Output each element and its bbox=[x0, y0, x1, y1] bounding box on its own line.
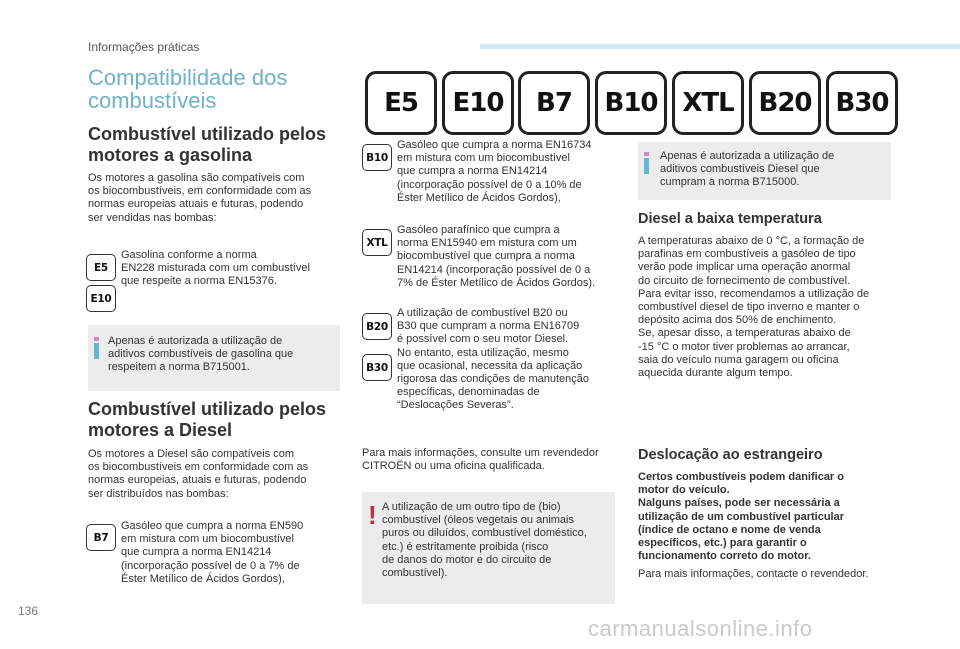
fuel-badge-b20: B20 bbox=[749, 71, 821, 135]
abroad-bold-text: Certos combustíveis podem danificar o motor do veículo. Nalguns países, pode ser necessária a utilização de um combustível particular (índice de octano e nome de venda específicos, etc.) para garantir o funcionamento correto do motor. bbox=[638, 471, 844, 563]
gasoline-note-text: Apenas é autorizada a utilização de aditivos combustíveis de gasolina que respeitem a norma B715001. bbox=[108, 335, 294, 374]
fuel-badge-b10: B10 bbox=[595, 71, 667, 135]
info-icon bbox=[94, 337, 99, 359]
badge-e10: E10 bbox=[86, 285, 116, 312]
header-bar bbox=[480, 44, 960, 49]
abroad-text: Para mais informações, contacte o revendedor. bbox=[638, 568, 869, 580]
badge-b30: B30 bbox=[362, 354, 392, 381]
fuel-badge-b30: B30 bbox=[826, 71, 898, 135]
diesel-b20-b30-text: A utilização de combustível B20 ou B30 que cumpram a norma EN16709 é possível com o seu motor Diesel. No entanto, esta utilização, mesmo que ocasional, necessita da aplicação rigorosa das condições de manutenção específicas, denominadas de “Deslocações Severas”. bbox=[397, 307, 590, 412]
badge-b10: B10 bbox=[362, 144, 392, 171]
gasoline-intro: Os motores a gasolina são compatíveis com os biocombustíveis, em conformidade com as normas europeias atuais e futuras, podendo ser vendidas nas bombas: bbox=[88, 172, 312, 224]
low-temp-heading: Diesel a baixa temperatura bbox=[638, 211, 822, 227]
warning-icon: ! bbox=[368, 500, 377, 530]
badge-e5: E5 bbox=[86, 254, 116, 281]
diesel-xtl-text: Gasóleo parafínico que cumpra a norma EN15940 em mistura com um biocombustível que cumpra a norma EN14214 (incorporação possível de 0 a 7% de Éster Metílico de Ácidos Gordos). bbox=[397, 224, 596, 289]
diesel-additive-note-text: Apenas é autorizada a utilização de aditivos combustíveis Diesel que cumpram a norma B715000. bbox=[660, 150, 835, 189]
badge-b7: B7 bbox=[86, 524, 116, 551]
gasoline-heading: Combustível utilizado pelos motores a gasolina bbox=[88, 124, 327, 165]
fuel-badge-e10: E10 bbox=[442, 71, 514, 135]
badge-b20: B20 bbox=[362, 313, 392, 340]
page-number: 136 bbox=[18, 604, 39, 618]
diesel-b7-text: Gasóleo que cumpra a norma EN590 em mistura com um biocombustível que cumpra a norma EN14214 (incorporação possível de 0 a 7% de Éster Metílico de Ácidos Gordos), bbox=[121, 520, 304, 585]
badge-xtl: XTL bbox=[362, 229, 392, 256]
abroad-heading: Deslocação ao estrangeiro bbox=[638, 447, 823, 463]
gasoline-item-text: Gasolina conforme a norma EN228 misturada com um combustível que respeite a norma EN15376. bbox=[121, 249, 310, 288]
fuel-badge-b7: B7 bbox=[518, 71, 590, 135]
warning-text: A utilização de um outro tipo de (bio) combustível (óleos vegetais ou animais puros ou diluídos, combustível doméstico, etc.) é estritamente proibida (risco de danos do motor e do circuito de combustível). bbox=[382, 501, 587, 580]
watermark: carmanualsonline.info bbox=[588, 616, 813, 641]
diesel-more-info: Para mais informações, consulte um revendedor CITROËN ou uma oficina qualificada. bbox=[362, 447, 599, 473]
diesel-additive-note-box bbox=[638, 142, 891, 200]
diesel-b10-text: Gasóleo que cumpra a norma EN16734 em mistura com um biocombustível que cumpra a norma EN14214 (incorporação possível de 0 a 10% de Éster Metílico de Ácidos Gordos), bbox=[397, 139, 592, 204]
gasoline-note-box bbox=[88, 325, 340, 391]
fuel-badge-xtl: XTL bbox=[672, 71, 744, 135]
page-title: Compatibilidade dos combustíveis bbox=[88, 65, 288, 113]
info-icon bbox=[644, 152, 649, 174]
diesel-heading: Combustível utilizado pelos motores a Diesel bbox=[88, 399, 327, 440]
warning-box bbox=[362, 492, 615, 604]
low-temp-text: A temperaturas abaixo de 0 °C, a formação de parafinas em combustíveis a gasóleo de tipo verão pode implicar uma operação anormal do circuito de fornecimento de combustível. Para evitar isso, recomendamos a utilização de combustível diesel de tipo inverno e manter o depósito acima dos 50% de enchimento. Se, apesar disso, a temperaturas abaixo de -15 °C o motor tiver problemas ao arrancar, saia do veículo numa garagem ou oficina aquecida durante algum tempo. bbox=[638, 235, 870, 380]
section-header: Informações práticas bbox=[88, 40, 200, 54]
diesel-intro: Os motores a Diesel são compatíveis com os biocombustíveis em conformidade com as normas europeias, atuais e futuras, podendo ser distribuídos nas bombas: bbox=[88, 448, 309, 500]
fuel-badge-e5: E5 bbox=[365, 71, 437, 135]
